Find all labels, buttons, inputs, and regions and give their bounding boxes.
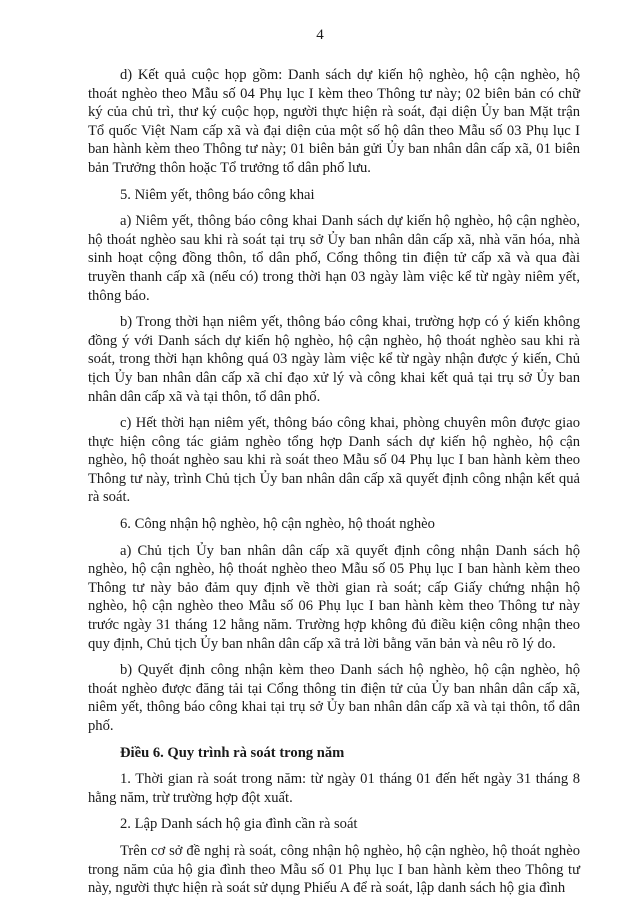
section-heading: 2. Lập Danh sách hộ gia đình cần rà soát <box>120 816 358 833</box>
section-heading: 6. Công nhận hộ nghèo, hộ cận nghèo, hộ thoát nghèo <box>120 516 435 533</box>
paragraph: d) Kết quả cuộc họp gồm: Danh sách dự kiến hộ nghèo, hộ cận nghèo, hộ thoát nghèo theo Mẫu số 04 Phụ lục I kèm theo Thông tư này; 02 biên bản có chữ ký của chủ trì, thư ký cuộc họp, người thực hiện rà soát, đại diện Ủy ban Mặt trận Tổ quốc Việt Nam cấp xã và đại diện của một số hộ dân theo Mẫu số 03 Phụ lục I ban hành kèm theo Thông tư này; 01 biên bản gửi Ủy ban nhân dân cấp xã, 01 biên bản Trưởng thôn hoặc Tổ trưởng tổ dân phố lưu. <box>88 67 580 176</box>
paragraph: a) Niêm yết, thông báo công khai Danh sách dự kiến hộ nghèo, hộ cận nghèo, hộ thoát nghèo sau khi rà soát tại trụ sở Ủy ban nhân dân cấp xã, nhà văn hóa, nhà sinh hoạt cộng đồng thôn, tổ dân phố, Cổng thông tin điện tử cấp xã và qua đài truyền thanh cấp xã (nếu có) trong thời hạn 03 ngày làm việc kể từ ngày niêm yết, thông báo. <box>88 213 580 304</box>
paragraph: b) Quyết định công nhận kèm theo Danh sách hộ nghèo, hộ cận nghèo, hộ thoát nghèo được đăng tải tại Cổng thông tin điện tử của Ủy ban nhân dân cấp xã, niêm yết, thông báo công khai tại trụ sở Ủy ban nhân dân cấp xã và tại thôn, tổ dân phố. <box>88 662 580 734</box>
page-number: 4 <box>316 27 324 43</box>
paragraph: Trên cơ sở đề nghị rà soát, công nhận hộ nghèo, hộ cận nghèo, hộ thoát nghèo trong năm của hộ gia đình theo Mẫu số 01 Phụ lục I ban hành kèm theo Thông tư này, người thực hiện rà soát sử dụng Phiếu A để rà soát, lập danh sách hộ gia đình <box>88 842 580 897</box>
paragraph: a) Chủ tịch Ủy ban nhân dân cấp xã quyết định công nhận Danh sách hộ nghèo, hộ cận nghèo, hộ thoát nghèo theo Mẫu số 05 Phụ lục I ban hành kèm theo Thông tư này bảo đảm quy định về thời gian rà soát; cấp Giấy chứng nhận hộ nghèo, hộ cận nghèo theo Mẫu số 06 Phụ lục I ban hành kèm theo Thông tư này trước ngày 31 tháng 12 hằng năm. Trường hợp không đủ điều kiện công nhận theo quy định, Chủ tịch Ủy ban nhân dân cấp xã trả lời bằng văn bản và nêu rõ lý do. <box>88 542 580 652</box>
article-heading: Điều 6. Quy trình rà soát trong năm <box>120 744 345 761</box>
paragraph: b) Trong thời hạn niêm yết, thông báo công khai, trường hợp có ý kiến không đồng ý với Danh sách dự kiến hộ nghèo, hộ cận nghèo, hộ thoát nghèo sau khi rà soát, trong thời hạn không quá 03 ngày làm việc kể từ ngày nhận được ý kiến, Chủ tịch Ủy ban nhân dân cấp xã chỉ đạo xử lý và công khai kết quả tại trụ sở Ủy ban nhân dân cấp xã và tại thôn, tổ dân phố. <box>88 314 580 405</box>
document-body <box>88 66 580 906</box>
paragraph: 1. Thời gian rà soát trong năm: từ ngày 01 tháng 01 đến hết ngày 31 tháng 8 hằng năm, trừ trường hợp đột xuất. <box>88 771 580 806</box>
section-heading: 5. Niêm yết, thông báo công khai <box>120 186 315 203</box>
paragraph: c) Hết thời hạn niêm yết, thông báo công khai, phòng chuyên môn được giao thực hiện công tác giảm nghèo tổng hợp Danh sách dự kiến hộ nghèo, hộ cận nghèo, hộ thoát nghèo sau khi rà soát theo Mẫu số 04 Phụ lục I ban hành kèm theo Thông tư này, trình Chủ tịch Ủy ban nhân dân cấp xã quyết định công nhận kết quả rà soát. <box>88 415 580 506</box>
